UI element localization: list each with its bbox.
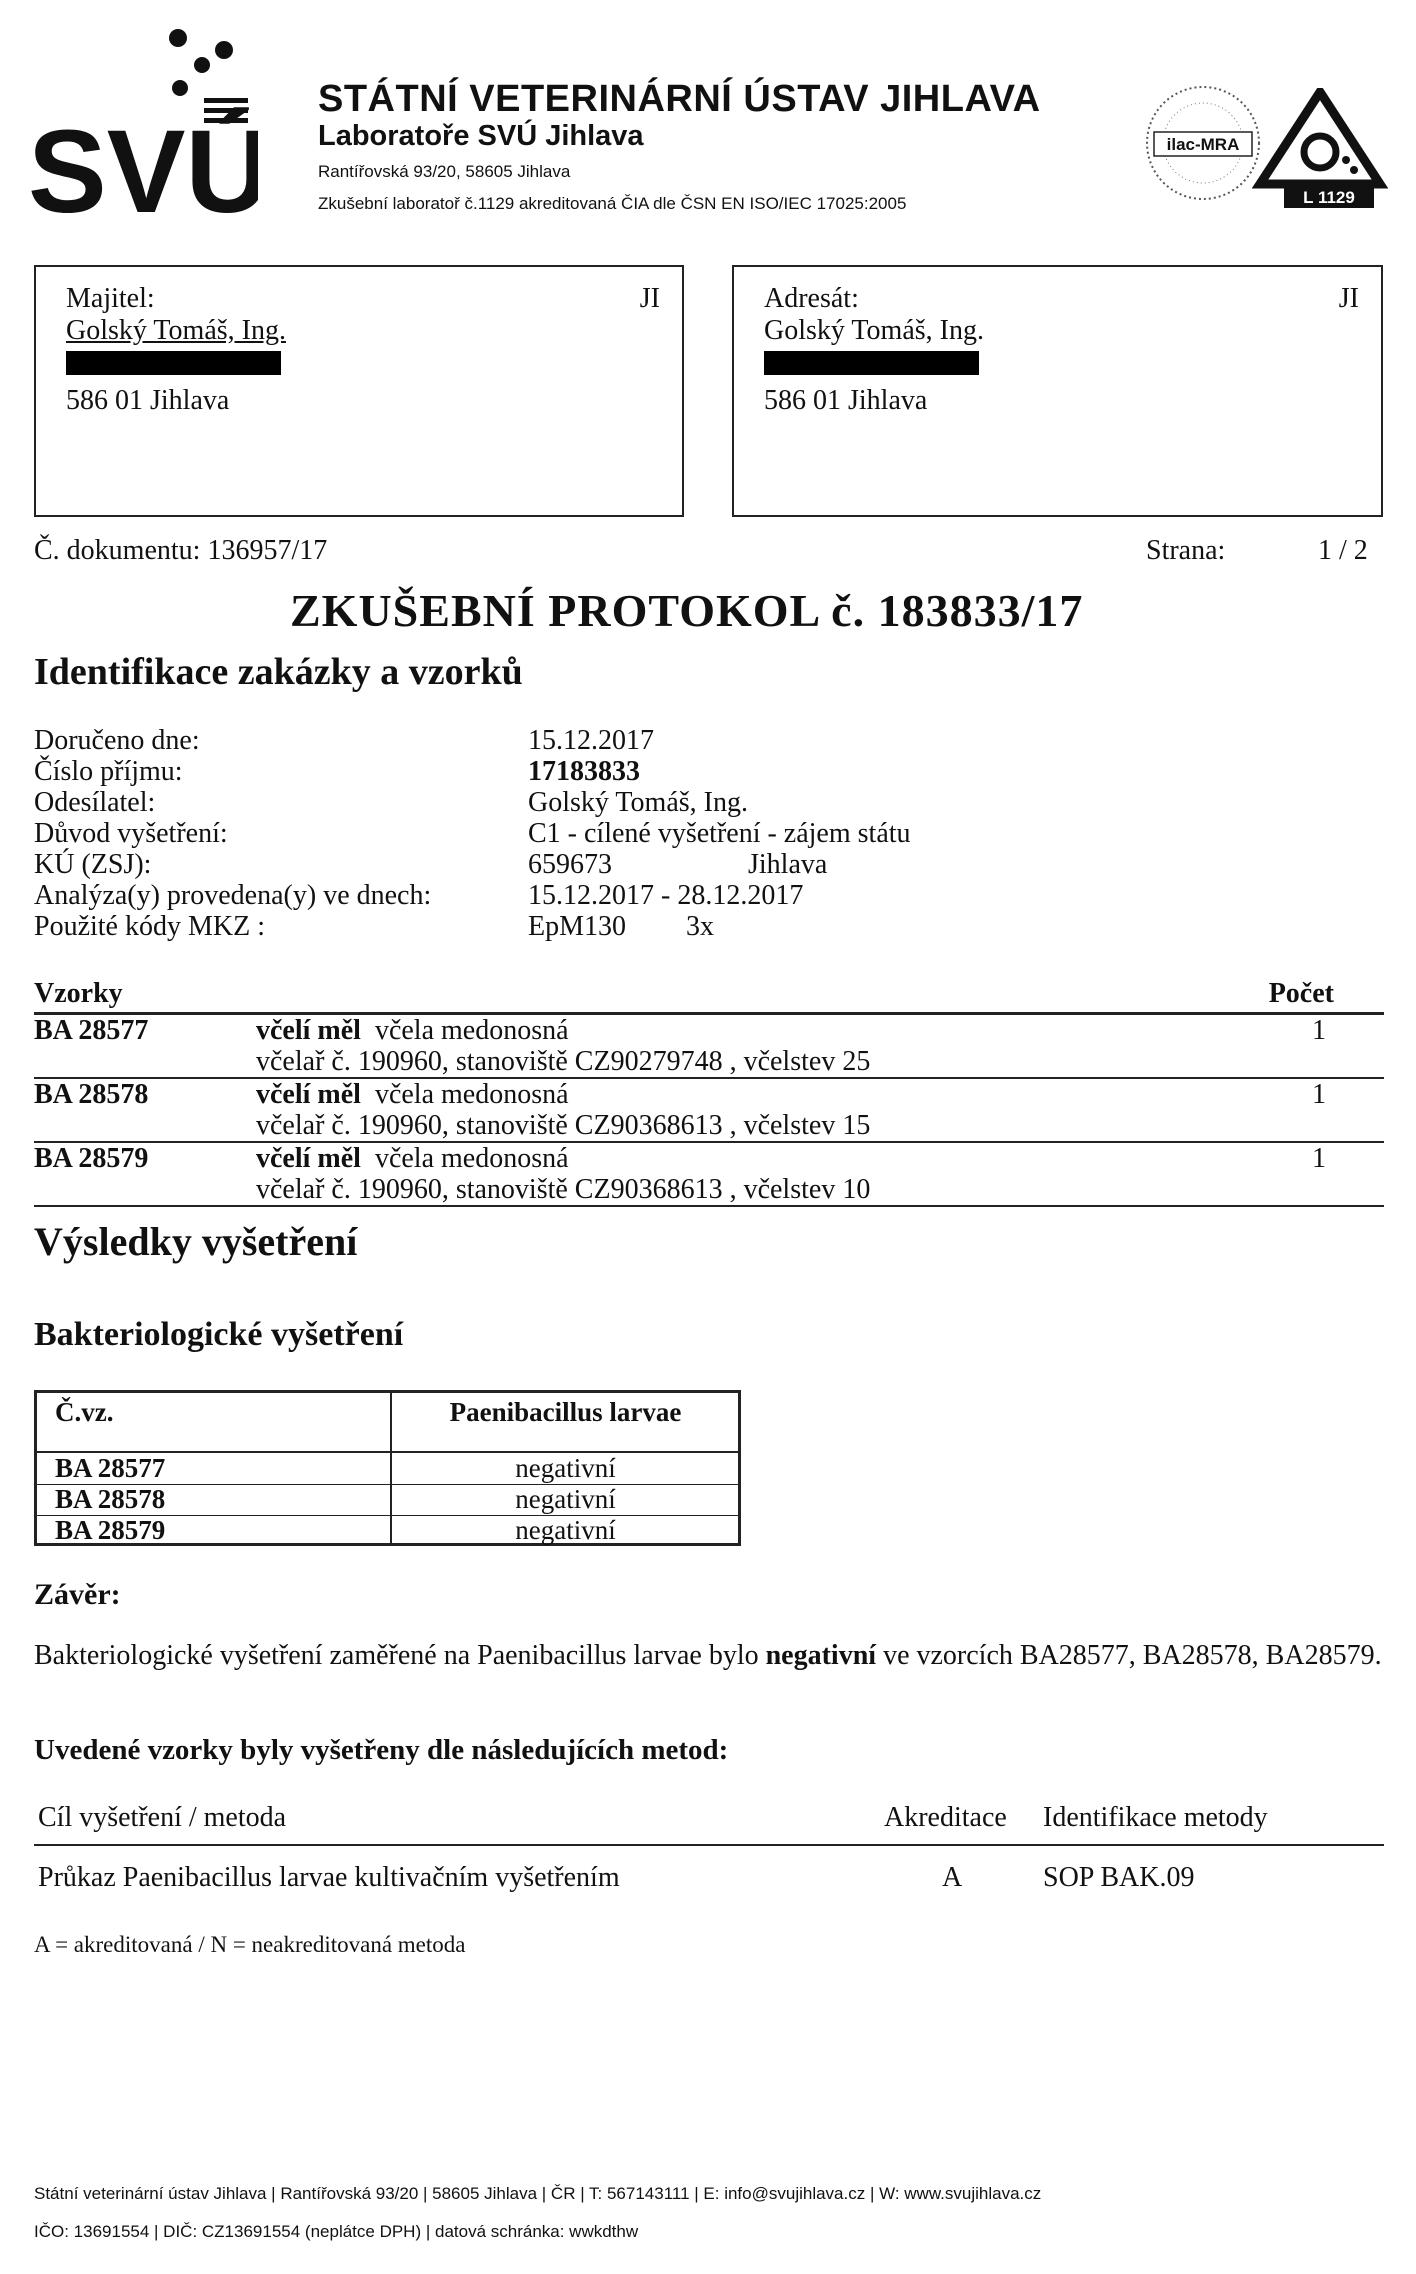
institute-title: STÁTNÍ VETERINÁRNÍ ÚSTAV JIHLAVA bbox=[318, 78, 1041, 120]
ku-code: 659673 bbox=[528, 849, 612, 880]
mkz-label: Použité kódy MKZ : bbox=[34, 911, 265, 942]
page-label: Strana: bbox=[1146, 535, 1226, 566]
result-value: negativní bbox=[515, 1484, 616, 1514]
svg-text:ilac-MRA: ilac-MRA bbox=[1166, 135, 1240, 154]
accreditation-mark bbox=[1252, 88, 1388, 210]
delivered-label: Doručeno dne: bbox=[34, 725, 200, 756]
result-sample-id: BA 28578 bbox=[55, 1484, 166, 1514]
receipt-label: Číslo příjmu: bbox=[34, 756, 183, 787]
sample-species: včela medonosná bbox=[374, 1143, 569, 1174]
footer-ids: IČO: 13691554 | DIČ: CZ13691554 (neplátce DPH) | datová schránka: wwkdthw bbox=[34, 2222, 639, 2241]
conclusion-heading: Závěr: bbox=[34, 1578, 121, 1611]
sample-count: 1 bbox=[1312, 1079, 1326, 1110]
analysis-label: Analýza(y) provedena(y) ve dnech: bbox=[34, 880, 432, 911]
section-identification: Identifikace zakázky a vzorků bbox=[34, 651, 523, 693]
bacteriology-heading: Bakteriologické vyšetření bbox=[34, 1316, 404, 1353]
sample-row bbox=[34, 1015, 1384, 1079]
owner-box bbox=[34, 265, 684, 517]
samples-header bbox=[34, 978, 1384, 1015]
institute-address: Rantířovská 93/20, 58605 Jihlava bbox=[318, 162, 571, 181]
sample-id: BA 28577 bbox=[34, 1015, 149, 1046]
methods-col-method: Cíl vyšetření / metoda bbox=[38, 1802, 287, 1833]
methods-col-identification: Identifikace metody bbox=[1043, 1802, 1268, 1833]
results-col-pathogen: Paenibacillus larvae bbox=[449, 1397, 682, 1427]
svu-logo bbox=[28, 20, 258, 220]
result-row bbox=[37, 1484, 738, 1516]
order-field-values bbox=[528, 725, 911, 942]
accreditation-legend: A = akreditovaná / N = neakreditovaná metoda bbox=[34, 1932, 466, 1957]
redacted-address bbox=[66, 351, 281, 375]
delivered-value: 15.12.2017 bbox=[528, 725, 654, 756]
conclusion-text: Bakteriologické vyšetření zaměřené na Paenibacillus larvae bylo negativní ve vzorcích BA28577, BA28578, BA28579. bbox=[34, 1640, 1382, 1671]
samples-count-header: Počet bbox=[1268, 978, 1334, 1009]
sample-row bbox=[34, 1079, 1384, 1143]
sample-material: včelí měl bbox=[256, 1143, 361, 1174]
footer-contact: Státní veterinární ústav Jihlava | Rantířovská 93/20 | 58605 Jihlava | ČR | T: 567143111 | E: info@svujihlava.cz | W: www.svujihlava.cz bbox=[34, 2184, 1042, 2203]
result-row bbox=[37, 1515, 738, 1546]
sample-material: včelí měl bbox=[256, 1079, 361, 1110]
sample-id: BA 28579 bbox=[34, 1143, 149, 1174]
results-col-sample: Č.vz. bbox=[55, 1397, 114, 1427]
analysis-value: 15.12.2017 - 28.12.2017 bbox=[528, 880, 804, 911]
ilac-mra-seal bbox=[1142, 82, 1264, 204]
svg-text:L 1129: L 1129 bbox=[1303, 188, 1355, 207]
results-heading: Výsledky vyšetření bbox=[34, 1219, 358, 1264]
sample-species: včela medonosná bbox=[374, 1015, 569, 1046]
sender-label: Odesílatel: bbox=[34, 787, 156, 818]
protocol-title: ZKUŠEBNÍ PROTOKOL č. 183833/17 bbox=[290, 585, 1084, 636]
sample-detail: včelař č. 190960, stanoviště CZ90368613 , včelstev 10 bbox=[256, 1174, 871, 1205]
ku-name: Jihlava bbox=[748, 849, 828, 880]
result-value: negativní bbox=[515, 1515, 616, 1545]
institute-subtitle: Laboratoře SVÚ Jihlava bbox=[318, 120, 644, 152]
receipt-value: 17183833 bbox=[528, 756, 640, 787]
result-sample-id: BA 28577 bbox=[55, 1453, 166, 1483]
mkz-code: EpM130 bbox=[528, 911, 626, 942]
owner-name: Golský Tomáš, Ing. bbox=[66, 315, 286, 346]
result-sample-id: BA 28579 bbox=[55, 1515, 166, 1545]
method-name: Průkaz Paenibacillus larvae kultivačním vyšetřením bbox=[38, 1862, 620, 1893]
methods-heading: Uvedené vzorky byly vyšetřeny dle následujících metod: bbox=[34, 1734, 729, 1766]
reason-value: C1 - cílené vyšetření - zájem státu bbox=[528, 818, 911, 849]
owner-label: Majitel: bbox=[66, 283, 155, 314]
mkz-count: 3x bbox=[686, 911, 714, 942]
addressee-name: Golský Tomáš, Ing. bbox=[764, 315, 984, 346]
document-number: Č. dokumentu: 136957/17 bbox=[34, 535, 328, 566]
sample-row bbox=[34, 1143, 1384, 1207]
order-field-labels bbox=[34, 725, 431, 942]
redacted-address bbox=[764, 351, 979, 375]
results-table bbox=[34, 1390, 741, 1546]
result-value: negativní bbox=[515, 1453, 616, 1483]
addressee-code: JI bbox=[1338, 283, 1359, 314]
sample-detail: včelař č. 190960, stanoviště CZ90368613 , včelstev 15 bbox=[256, 1110, 871, 1141]
svu-logo-text: SVÚ bbox=[28, 106, 258, 220]
samples-table bbox=[34, 978, 1384, 1207]
samples-header-label: Vzorky bbox=[34, 978, 123, 1009]
sample-material: včelí měl bbox=[256, 1015, 361, 1046]
addressee-city: 586 01 Jihlava bbox=[764, 385, 928, 416]
ku-label: KÚ (ZSJ): bbox=[34, 849, 152, 880]
sample-count: 1 bbox=[1312, 1143, 1326, 1174]
accreditation-line: Zkušební laboratoř č.1129 akreditovaná ČIA dle ČSN EN ISO/IEC 17025:2005 bbox=[318, 194, 907, 213]
methods-divider bbox=[34, 1844, 1384, 1846]
sample-id: BA 28578 bbox=[34, 1079, 149, 1110]
reason-label: Důvod vyšetření: bbox=[34, 818, 228, 849]
method-identification: SOP BAK.09 bbox=[1043, 1862, 1195, 1893]
addressee-label: Adresát: bbox=[764, 283, 859, 314]
method-accreditation: A bbox=[942, 1862, 963, 1893]
addressee-box bbox=[732, 265, 1383, 517]
sample-count: 1 bbox=[1312, 1015, 1326, 1046]
sender-value: Golský Tomáš, Ing. bbox=[528, 787, 748, 818]
sample-detail: včelař č. 190960, stanoviště CZ90279748 , včelstev 25 bbox=[256, 1046, 871, 1077]
owner-code: JI bbox=[639, 283, 660, 314]
owner-city: 586 01 Jihlava bbox=[66, 385, 230, 416]
page-number: 1 / 2 bbox=[1318, 535, 1368, 566]
sample-species: včela medonosná bbox=[374, 1079, 569, 1110]
result-row bbox=[37, 1453, 738, 1485]
methods-col-accreditation: Akreditace bbox=[884, 1802, 1007, 1833]
